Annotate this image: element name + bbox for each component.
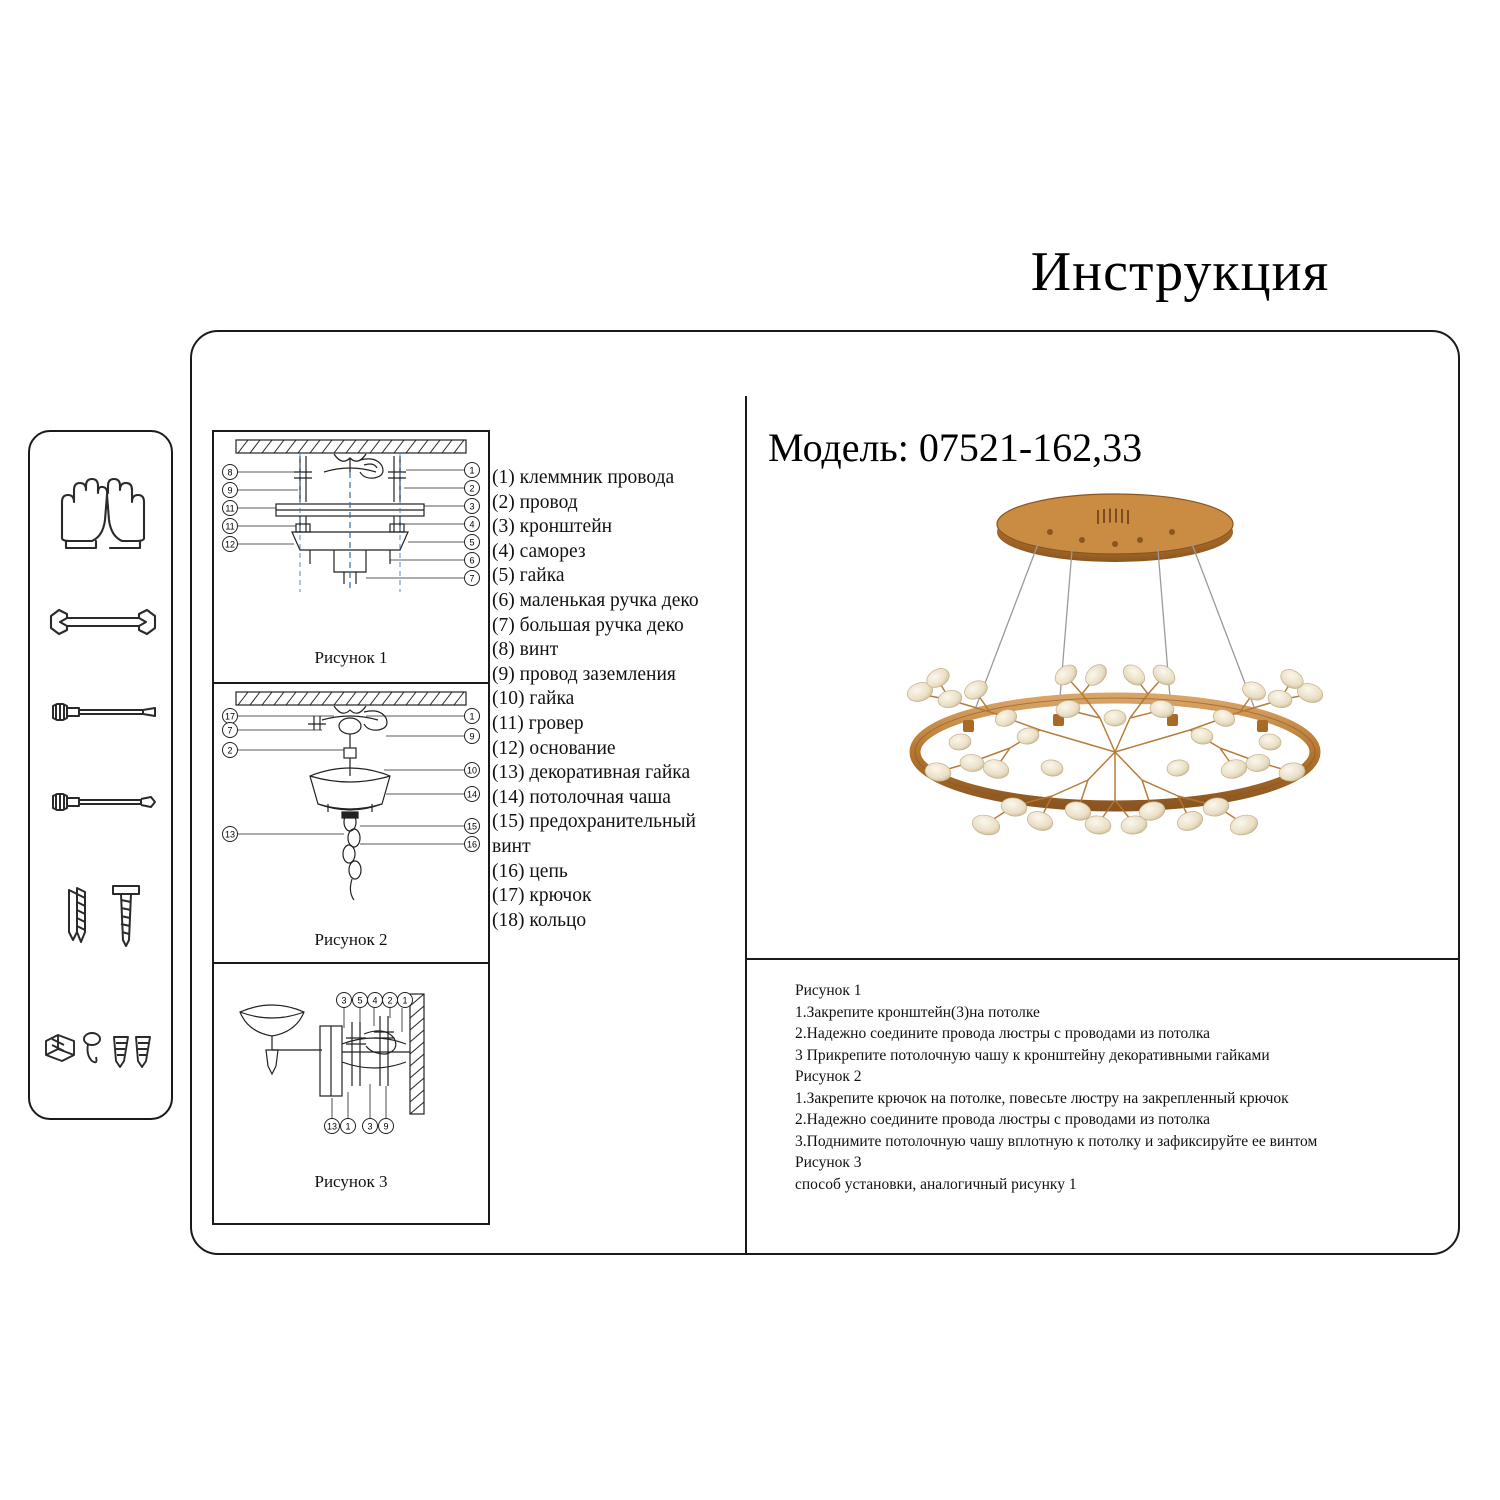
- screwdriver-flat-icon: [30, 672, 175, 752]
- legend-item: (12) основание: [492, 737, 616, 759]
- instruction-line: Рисунок 2: [795, 1068, 862, 1085]
- svg-text:1: 1: [345, 1121, 351, 1132]
- svg-text:13: 13: [224, 829, 236, 840]
- instruction-line: Рисунок 1: [795, 982, 862, 999]
- figure-2-drawing: [214, 686, 488, 931]
- svg-text:2: 2: [469, 483, 475, 494]
- parts-legend: [492, 466, 732, 933]
- instruction-line: 3 Прикрепите потолочную чашу к кронштейну декоративными гайками: [795, 1046, 1270, 1064]
- panel-divider-horizontal: [746, 958, 1459, 960]
- screwdriver-phillips-icon: [30, 762, 175, 842]
- figure-1-drawing: [214, 432, 488, 642]
- figure-2-caption: Рисунок 2: [314, 930, 388, 949]
- legend-item: (13) декоративная гайка: [492, 762, 691, 784]
- instruction-line: 2.Надежно соедините провода люстры с проводами из потолка: [795, 1025, 1211, 1042]
- figure-separator-2: [212, 962, 490, 964]
- instruction-line: 3.Поднимите потолочную чашу вплотную к потолку и зафиксируйте ее винтом: [795, 1132, 1318, 1150]
- legend-item: (17) крючок: [492, 885, 592, 907]
- instructions-text: [795, 980, 1455, 1195]
- instruction-line: 1.Закрепите кронштейн(3)на потолке: [795, 1003, 1040, 1021]
- svg-text:1: 1: [469, 465, 475, 476]
- legend-item: (7) большая ручка деко: [492, 614, 684, 636]
- svg-text:3: 3: [367, 1121, 373, 1132]
- panel-divider-vertical: [745, 396, 747, 1254]
- svg-text:9: 9: [227, 485, 233, 496]
- svg-text:7: 7: [227, 725, 233, 736]
- legend-item: (1) клеммник провода: [492, 467, 675, 488]
- tools-panel: [28, 430, 173, 1120]
- svg-text:16: 16: [466, 839, 478, 850]
- svg-text:5: 5: [469, 537, 475, 548]
- legend-item: (15) предохранительный винт: [492, 811, 696, 857]
- svg-text:2: 2: [387, 995, 393, 1006]
- svg-text:14: 14: [466, 789, 478, 800]
- svg-text:11: 11: [225, 521, 235, 532]
- svg-text:3: 3: [469, 501, 475, 512]
- svg-text:17: 17: [224, 711, 236, 722]
- svg-text:1: 1: [402, 995, 408, 1006]
- figure-1-caption: Рисунок 1: [314, 648, 388, 667]
- svg-text:13: 13: [326, 1121, 338, 1132]
- legend-item: (6) маленькая ручка деко: [492, 589, 699, 611]
- svg-text:11: 11: [225, 503, 235, 514]
- svg-text:4: 4: [372, 995, 378, 1006]
- figure-3-drawing: [214, 966, 488, 1166]
- legend-item: (11) гровер: [492, 712, 584, 734]
- svg-text:4: 4: [469, 519, 475, 530]
- anchor-screw-icon: [30, 867, 175, 962]
- legend-item: (4) саморез: [492, 540, 586, 562]
- svg-text:1: 1: [469, 711, 475, 722]
- fasteners-icon: [30, 997, 175, 1092]
- figure-3-caption: Рисунок 3: [314, 1172, 388, 1191]
- legend-item: (2) провод: [492, 491, 578, 513]
- legend-item: (5) гайка: [492, 565, 565, 587]
- svg-text:10: 10: [466, 765, 478, 776]
- legend-item: (18) кольцо: [492, 909, 587, 931]
- legend-item: (14) потолочная чаша: [492, 786, 671, 808]
- instruction-line: 2.Надежно соедините провода люстры с проводами из потолка: [795, 1111, 1211, 1128]
- model-label: Модель: 07521-162,33: [768, 425, 1143, 470]
- svg-text:6: 6: [469, 555, 475, 566]
- wrench-icon: [30, 582, 175, 662]
- instruction-line: Рисунок 3: [795, 1154, 862, 1171]
- figure-separator-1: [212, 682, 490, 684]
- svg-text:2: 2: [227, 745, 233, 756]
- legend-item: (8) винт: [492, 639, 559, 661]
- svg-text:5: 5: [357, 995, 363, 1006]
- legend-item: (3) кронштейн: [492, 516, 613, 538]
- instruction-line: способ установки, аналогичный рисунку 1: [795, 1175, 1077, 1193]
- svg-text:9: 9: [469, 731, 475, 742]
- svg-text:15: 15: [466, 821, 478, 832]
- svg-text:3: 3: [341, 995, 347, 1006]
- svg-text:7: 7: [469, 573, 475, 584]
- legend-item: (16) цепь: [492, 860, 568, 882]
- legend-item: (9) провод заземления: [492, 663, 676, 685]
- svg-text:9: 9: [383, 1121, 389, 1132]
- chandelier-illustration: [800, 480, 1430, 910]
- svg-text:12: 12: [224, 539, 236, 550]
- svg-text:8: 8: [227, 467, 233, 478]
- gloves-icon: [30, 454, 175, 559]
- instruction-line: 1.Закрепите крючок на потолке, повесьте люстру на закрепленный крючок: [795, 1089, 1289, 1107]
- page-title: Инструкция: [1030, 241, 1330, 303]
- legend-item: (10) гайка: [492, 688, 575, 710]
